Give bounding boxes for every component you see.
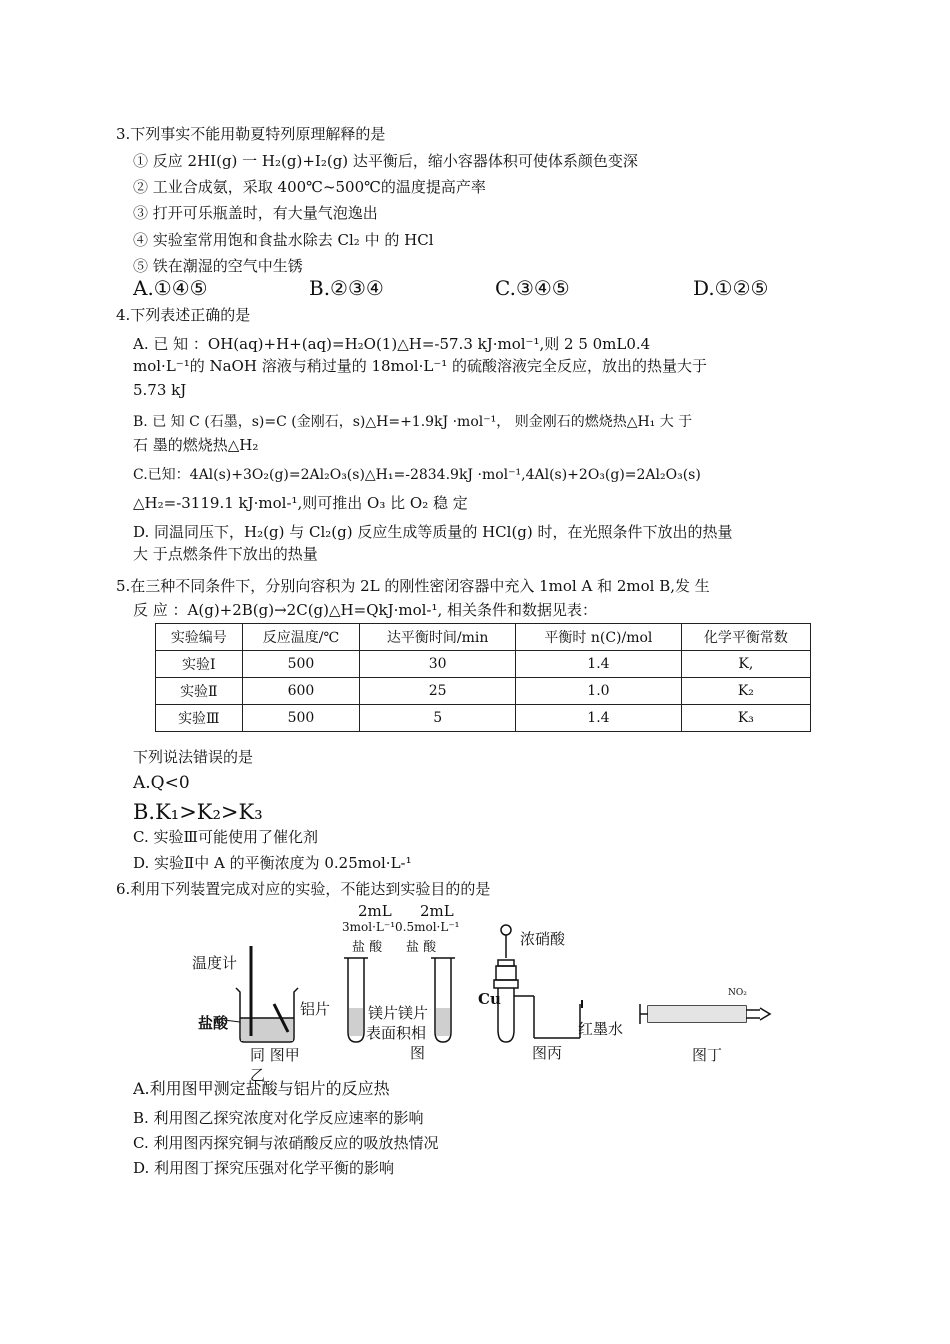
q3-item-4: ④ 实验室常用饱和食盐水除去 Cl₂ 中 的 HCl xyxy=(133,231,434,249)
q6-apparatus-figure xyxy=(180,900,780,1082)
surface-area-label: 表面积相 xyxy=(366,1024,427,1042)
q5-option-b: B.K₁>K₂>K₃ xyxy=(133,800,263,824)
q3-item-1: ① 反应 2HI(g) 一 H₂(g)+I₂(g) 达平衡后，缩小容器体积可使体系颜色变深 xyxy=(133,152,638,170)
acid-label-1: 盐 酸 xyxy=(352,940,383,955)
aluminum-label: 铝片 xyxy=(300,1000,331,1018)
table-row xyxy=(156,678,811,705)
table-row xyxy=(156,705,811,732)
q3-option-c: C.③④⑤ xyxy=(495,276,570,300)
q5-stem-line2: 反 应 ：A(g)+2B(g)→2C(g)△H=QkJ·mol-¹, 相关条件和数据见表： xyxy=(133,601,598,619)
table-cell: 30 xyxy=(360,651,516,678)
q4-stem: 4.下列表述正确的是 xyxy=(116,306,251,324)
table-cell: 实验Ⅲ xyxy=(156,705,243,732)
q6-option-c: C. 利用图丙探究铜与浓硝酸反应的吸放热情况 xyxy=(133,1134,439,1152)
figure-ding-label: 图丁 xyxy=(692,1046,723,1064)
nitric-acid-label: 浓硝酸 xyxy=(520,930,566,948)
figure-jia-label: 同 图甲 xyxy=(250,1046,300,1064)
magnesium-label: 镁片镁片 xyxy=(368,1004,429,1022)
table-header: 达平衡时间/min xyxy=(360,624,516,651)
q4-d-line1: D. 同温同压下，H₂(g) 与 Cl₂(g) 反应生成等质量的 HCl(g) 时，在光照条件下放出的热量 xyxy=(133,523,733,541)
table-cell: 500 xyxy=(242,651,360,678)
q5-option-a: A.Q<0 xyxy=(133,773,190,793)
q3-item-3: ③ 打开可乐瓶盖时，有大量气泡逸出 xyxy=(133,204,378,222)
table-cell: 500 xyxy=(242,705,360,732)
table-cell: 实验Ⅱ xyxy=(156,678,243,705)
table-header: 实验编号 xyxy=(156,624,243,651)
figure-yi-label: 图 xyxy=(410,1044,426,1062)
volume-label-1: 2mL xyxy=(358,902,392,920)
table-header-row xyxy=(156,624,811,651)
q4-b-line2: 石 墨的燃烧热△H₂ xyxy=(133,436,259,454)
table-cell: K₂ xyxy=(681,678,810,705)
q6-option-d: D. 利用图丁探究压强对化学平衡的影响 xyxy=(133,1159,395,1177)
q4-d-line2: 大 于点燃条件下放出的热量 xyxy=(133,545,318,563)
figure-yi-char: 乙 xyxy=(250,1066,266,1084)
table-cell: 实验Ⅰ xyxy=(156,651,243,678)
table-cell: 1.4 xyxy=(516,651,682,678)
hcl-label: 盐酸 xyxy=(198,1014,229,1032)
table-cell: K₃ xyxy=(681,705,810,732)
table-header: 反应温度/℃ xyxy=(242,624,360,651)
copper-label: Cu xyxy=(478,990,501,1008)
table-cell: 25 xyxy=(360,678,516,705)
q4-b-line1: B. 已 知 C (石墨，s)=C (金刚石，s)△H=+1.9kJ ·mol⁻¹， 则金刚石的燃烧热△H₁ 大 于 xyxy=(133,414,693,430)
q4-c-line1: C.已知：4Al(s)+3O₂(g)=2Al₂O₃(s)△H₁=-2834.9kJ ·mol⁻¹,4Al(s)+2O₃(g)=2Al₂O₃(s) xyxy=(133,467,701,483)
syringe-apparatus xyxy=(640,1004,770,1024)
thermometer-label: 温度计 xyxy=(192,954,238,972)
red-ink-label: 红墨水 xyxy=(578,1020,624,1038)
table-row xyxy=(156,651,811,678)
table-header: 平衡时 n(C)/mol xyxy=(516,624,682,651)
volume-label-2: 2mL xyxy=(420,902,454,920)
q3-option-d: D.①②⑤ xyxy=(693,276,769,300)
q5-option-d: D. 实验Ⅱ中 A 的平衡浓度为 0.25mol·L-¹ xyxy=(133,854,412,872)
acid-label-2: 盐 酸 xyxy=(406,940,437,955)
q4-a-line2: mol·L⁻¹的 NaOH 溶液与稍过量的 18mol·L⁻¹ 的硫酸溶液完全反应，放出的热量大于 xyxy=(133,357,708,375)
q3-options xyxy=(133,276,833,302)
q6-stem: 6.利用下列装置完成对应的实验，不能达到实验目的的是 xyxy=(116,880,491,898)
figure-bing-label: 图丙 xyxy=(532,1044,563,1062)
q5-prompt: 下列说法错误的是 xyxy=(133,748,254,766)
no2-label: NO₂ xyxy=(728,988,747,998)
concentration-label: 3mol·L⁻¹0.5mol·L⁻¹ xyxy=(342,920,460,934)
q3-option-b: B.②③④ xyxy=(309,276,384,300)
q3-option-a: A.①④⑤ xyxy=(133,276,208,300)
q5-data-table xyxy=(155,623,811,732)
table-cell: 1.4 xyxy=(516,705,682,732)
table-cell: 600 xyxy=(242,678,360,705)
q3-item-5: ⑤ 铁在潮湿的空气中生锈 xyxy=(133,257,303,275)
q4-a-line3: 5.73 kJ xyxy=(133,381,187,399)
q6-option-a: A.利用图甲测定盐酸与铝片的反应热 xyxy=(133,1079,390,1098)
q5-option-c: C. 实验Ⅲ可能使用了催化剂 xyxy=(133,828,318,846)
q3-item-2: ② 工业合成氨，采取 400℃~500℃的温度提高产率 xyxy=(133,178,486,196)
q3-stem: 3.下列事实不能用勒夏特列原理解释的是 xyxy=(116,125,386,143)
q4-c-line2: △H₂=-3119.1 kJ·mol-¹,则可推出 O₃ 比 O₂ 稳 定 xyxy=(133,494,468,512)
table-cell: K, xyxy=(681,651,810,678)
q5-stem-line1: 5.在三种不同条件下，分别向容积为 2L 的刚性密闭容器中充入 1mol A 和 2mol B,发 生 xyxy=(116,577,710,595)
table-cell: 1.0 xyxy=(516,678,682,705)
q6-option-b: B. 利用图乙探究浓度对化学反应速率的影响 xyxy=(133,1109,424,1127)
table-cell: 5 xyxy=(360,705,516,732)
table-header: 化学平衡常数 xyxy=(681,624,810,651)
q4-a-line1: A. 已 知 ：OH(aq)+H+(aq)=H₂O(1)△H=-57.3 kJ·mol⁻¹,则 2 5 0mL0.4 xyxy=(133,335,651,353)
